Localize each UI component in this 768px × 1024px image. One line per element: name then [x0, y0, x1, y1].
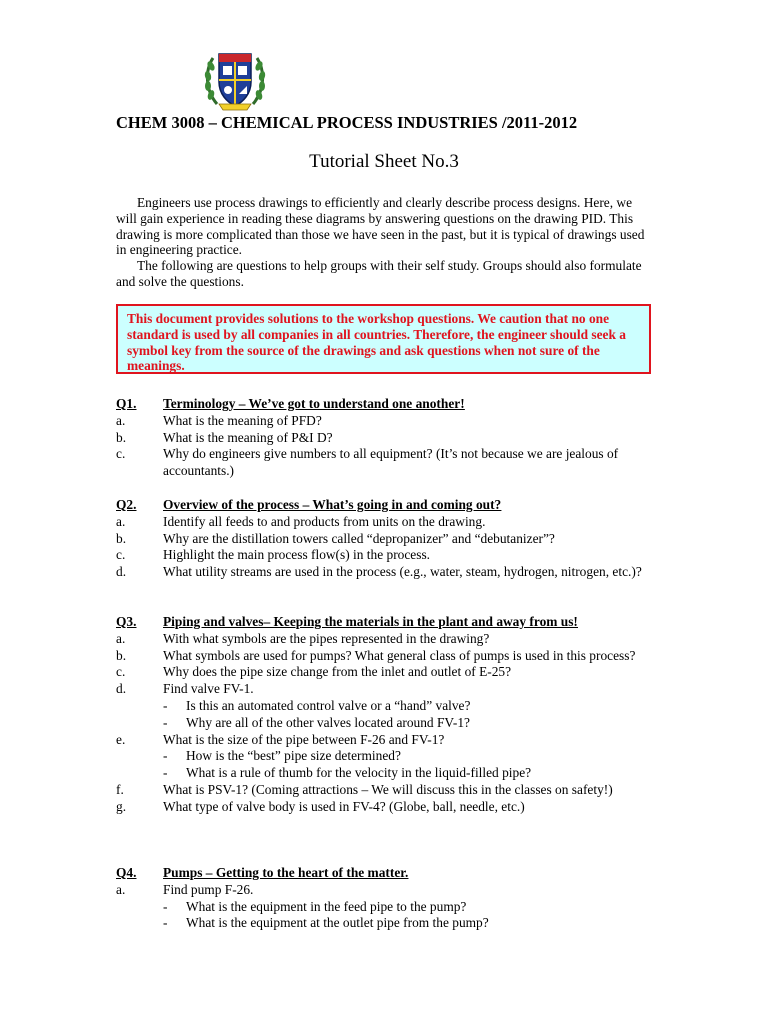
item-label: a.	[116, 881, 126, 897]
list-item	[116, 547, 646, 564]
sub-item	[116, 765, 646, 782]
intro-paragraph-2: The following are questions to help groups with their self study. Groups should also formulate and solve the questions.	[116, 258, 642, 289]
dash-marker: -	[163, 697, 168, 713]
sub-item	[116, 748, 646, 765]
sub-item-text: How is the “best” pipe size determined?	[186, 748, 401, 764]
question-heading	[116, 396, 646, 413]
list-item	[116, 531, 646, 548]
list-item	[116, 732, 646, 749]
sub-item	[116, 915, 646, 932]
question-3	[116, 614, 646, 816]
question-number: Q1.	[116, 396, 137, 411]
question-title: Terminology – We’ve got to understand one another!	[163, 396, 465, 411]
item-label: b.	[116, 429, 127, 445]
question-title: Piping and valves– Keeping the materials in the plant and away from us!	[163, 614, 578, 629]
question-4	[116, 865, 646, 932]
question-number: Q2.	[116, 497, 137, 512]
dash-marker: -	[163, 748, 168, 764]
item-label: a.	[116, 630, 126, 646]
sub-item-text: Is this an automated control valve or a “hand” valve?	[186, 697, 471, 713]
item-label: c.	[116, 664, 126, 680]
sub-item	[116, 715, 646, 732]
question-number: Q4.	[116, 865, 137, 880]
list-item	[116, 648, 646, 665]
item-label: a.	[116, 412, 126, 428]
item-text: What is the meaning of PFD?	[163, 412, 322, 428]
item-label: c.	[116, 446, 126, 462]
item-text: Find pump F-26.	[163, 881, 254, 897]
solutions-notice-box: This document provides solutions to the workshop questions. We caution that no one standard is used by all companies in all countries. Therefore, the engineer should seek a symbol key from the source of the drawings and ask questions when not sure of the meanings.	[116, 304, 651, 374]
item-text: What symbols are used for pumps? What general class of pumps is used in this process?	[163, 647, 636, 663]
item-label: e.	[116, 731, 126, 747]
list-item	[116, 446, 646, 480]
item-text: Why do engineers give numbers to all equipment? (It’s not because we are jealous of accountants.)	[163, 446, 619, 479]
item-text: Highlight the main process flow(s) in the process.	[163, 547, 431, 563]
question-heading	[116, 497, 646, 514]
item-label: g.	[116, 798, 127, 814]
item-text: What is the meaning of P&I D?	[163, 429, 333, 445]
list-item	[116, 631, 646, 648]
intro-text	[116, 195, 652, 290]
list-item	[116, 882, 646, 899]
item-label: d.	[116, 564, 127, 580]
question-1	[116, 396, 646, 480]
question-2	[116, 497, 646, 581]
sub-item	[116, 899, 646, 916]
item-text: With what symbols are the pipes represented in the drawing?	[163, 630, 490, 646]
sub-item-text: What is the equipment in the feed pipe to the pump?	[186, 898, 467, 914]
item-text: What type of valve body is used in FV-4? (Globe, ball, needle, etc.)	[163, 798, 525, 814]
item-label: a.	[116, 513, 126, 529]
sheet-title: Tutorial Sheet No.3	[309, 151, 459, 172]
question-title: Overview of the process – What’s going in and coming out?	[163, 497, 502, 512]
intro-paragraph-1: Engineers use process drawings to efficiently and clearly describe process designs. Here, we will gain experience in reading these diagrams by answering questions on the drawing PID. This drawing is more complicated than those we have seen in the past, but it is typical of drawings used in engineering practice.	[116, 195, 645, 258]
question-title: Pumps – Getting to the heart of the matter.	[163, 865, 409, 880]
list-item	[116, 664, 646, 681]
list-item	[116, 799, 646, 816]
item-text: What utility streams are used in the process (e.g., water, steam, hydrogen, nitrogen, etc.)?	[163, 564, 642, 580]
dash-marker: -	[163, 765, 168, 781]
list-item	[116, 514, 646, 531]
list-item	[116, 681, 646, 698]
question-number: Q3.	[116, 614, 137, 629]
university-crest-icon	[203, 48, 267, 112]
item-label: b.	[116, 530, 127, 546]
item-label: f.	[116, 781, 124, 797]
dash-marker: -	[163, 915, 168, 931]
sub-item-text: What is the equipment at the outlet pipe from the pump?	[186, 915, 489, 931]
list-item	[116, 564, 646, 581]
item-label: c.	[116, 547, 126, 563]
item-text: Why are the distillation towers called “depropanizer” and “debutanizer”?	[163, 530, 555, 546]
list-item	[116, 430, 646, 447]
course-title: CHEM 3008 – CHEMICAL PROCESS INDUSTRIES /2011-2012	[116, 113, 578, 132]
item-label: b.	[116, 647, 127, 663]
dash-marker: -	[163, 714, 168, 730]
sub-item-text: What is a rule of thumb for the velocity in the liquid-filled pipe?	[186, 765, 532, 781]
sub-item-text: Why are all of the other valves located around FV-1?	[186, 714, 470, 730]
item-text: Find valve FV-1.	[163, 681, 254, 697]
item-label: d.	[116, 681, 127, 697]
list-item	[116, 413, 646, 430]
item-text: Why does the pipe size change from the inlet and outlet of E-25?	[163, 664, 512, 680]
dash-marker: -	[163, 898, 168, 914]
item-text: What is the size of the pipe between F-26 and FV-1?	[163, 731, 445, 747]
question-heading	[116, 865, 646, 882]
question-heading	[116, 614, 646, 631]
list-item	[116, 782, 646, 799]
item-text: Identify all feeds to and products from units on the drawing.	[163, 513, 486, 529]
sub-item	[116, 698, 646, 715]
item-text: What is PSV-1? (Coming attractions – We will discuss this in the classes on safety!)	[163, 781, 613, 797]
